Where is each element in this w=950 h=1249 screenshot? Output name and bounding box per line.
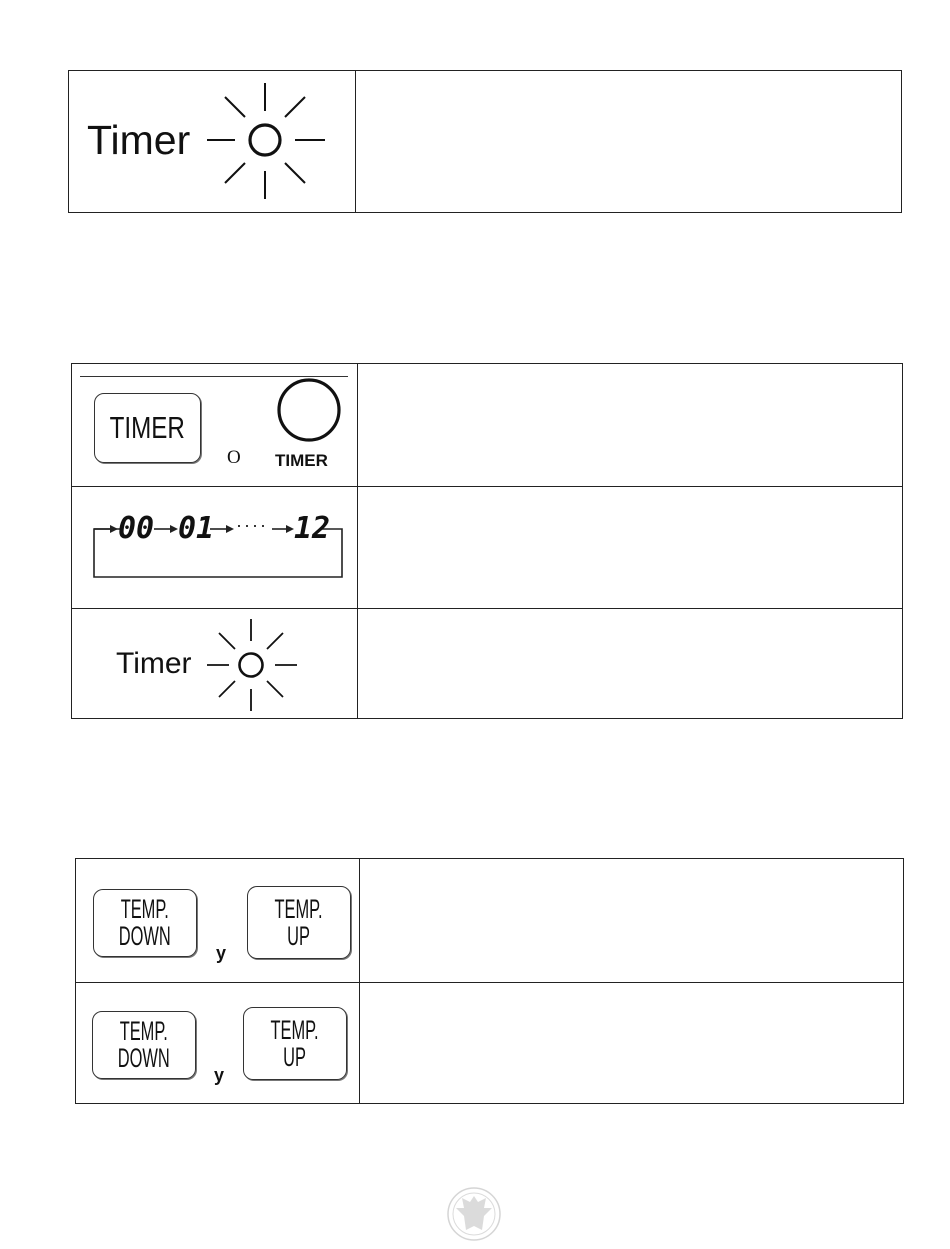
- timer-blink-description: [358, 609, 902, 718]
- timer-label: Timer: [87, 117, 191, 163]
- temp-up-button[interactable]: TEMP. UP: [243, 1007, 347, 1080]
- seq-00: 00: [118, 511, 155, 546]
- temp-down-button[interactable]: TEMP. DOWN: [92, 1011, 196, 1079]
- timer-button-description: [358, 364, 902, 486]
- temp-down-button[interactable]: TEMP. DOWN: [93, 889, 197, 957]
- seq-12: 12: [294, 511, 331, 546]
- temp-up-button[interactable]: TEMP. UP: [247, 886, 351, 959]
- timer-setting-table: [71, 363, 903, 719]
- round-timer-button-icon[interactable]: [276, 377, 342, 443]
- timer-sequence-row: [72, 486, 902, 608]
- timer-blink-cell: [72, 609, 358, 718]
- temp-buttons-description-2: [360, 983, 903, 1103]
- timer-blink-row: [72, 608, 902, 718]
- temperature-buttons-table: [75, 858, 904, 1104]
- and-conjunction: y: [216, 943, 227, 963]
- timer-sequence-cell: [72, 487, 358, 608]
- timer-indicator-cell: [69, 71, 356, 212]
- blinking-light-icon: [207, 77, 327, 207]
- temp-buttons-description-1: [360, 859, 903, 982]
- eagle-seal-icon: [442, 1186, 506, 1242]
- timer-button-cell: [72, 364, 358, 486]
- timer-sequence-description: [358, 487, 902, 608]
- or-separator: O: [227, 447, 241, 468]
- timer-indicator-description: [356, 71, 901, 212]
- timer-button-row: [72, 364, 902, 486]
- timer-label: Timer: [116, 647, 192, 680]
- blinking-light-icon: [203, 617, 303, 717]
- and-conjunction: y: [214, 1065, 225, 1085]
- temp-buttons-cell-1: [76, 859, 360, 982]
- seq-01: 01: [178, 511, 215, 546]
- timer-button[interactable]: TIMER: [94, 393, 201, 463]
- timer-indicator-table: [68, 70, 902, 213]
- round-timer-button-label: TIMER: [275, 451, 328, 470]
- temp-buttons-row-2: [76, 982, 903, 1103]
- seq-dots: ····: [236, 515, 268, 535]
- temp-buttons-cell-2: [76, 983, 360, 1103]
- temp-buttons-row-1: [76, 859, 903, 982]
